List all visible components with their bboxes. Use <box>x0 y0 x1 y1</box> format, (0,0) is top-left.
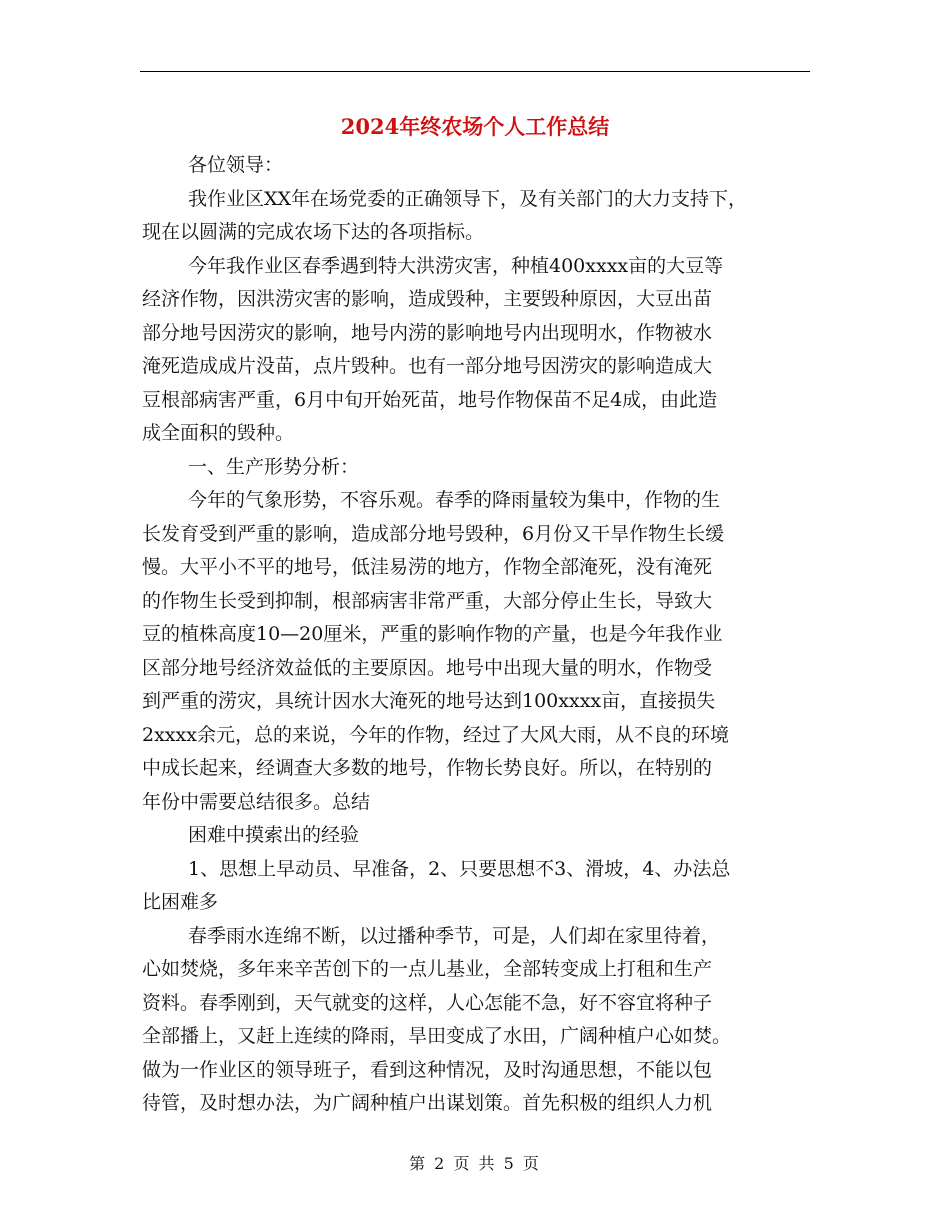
text-line: 的作物生长受到抑制，根部病害非常严重，大部分停止生长，导致大 <box>142 589 713 612</box>
text-line: 今年的气象形势，不容乐观。春季的降雨量较为集中，作物的生 <box>188 489 721 511</box>
text-line: 区部分地号经济效益低的主要原因。地号中出现大量的明水，作物受 <box>142 656 713 679</box>
text-line: 豆的植株高度10—20厘米，严重的影响作物的产量，也是今年我作业 <box>142 623 723 645</box>
text-line: 成全面积的毁种。 <box>142 422 295 444</box>
text-line: 经济作物，因洪涝灾害的影响，造成毁种，主要毁种原因，大豆出苗 <box>142 288 713 310</box>
page-footer: 第 2 页 共 5 页 <box>409 1154 541 1173</box>
header-rule <box>140 71 810 72</box>
document-title: 2024年终农场个人工作总结 <box>340 114 610 139</box>
text-line: 各位领导： <box>188 154 284 176</box>
text-line: 到严重的涝灾，具统计因水大淹死的地号达到100xxxx亩，直接损失 <box>142 690 716 712</box>
text-line: 做为一作业区的领导班子，看到这种情况，及时沟通思想，不能以包 <box>142 1058 713 1081</box>
text-line: 长发育受到严重的影响，造成部分地号毁种，6月份又干旱作物生长缓 <box>142 522 725 545</box>
text-line: 淹死造成成片没苗，点片毁种。也有一部分地号因涝灾的影响造成大 <box>142 355 713 377</box>
text-line: 待管，及时想办法，为广阔种植户出谋划策。首先积极的组织人力机 <box>142 1092 713 1114</box>
text-line: 豆根部病害严重，6月中旬开始死苗，地号作物保苗不足4成，由此造 <box>142 388 718 411</box>
text-line: 1、思想上早动员、早准备，2、只要思想不3、滑坡，4、办法总 <box>188 857 731 880</box>
text-line: 我作业区XX年在场党委的正确领导下，及有关部门的大力支持下， <box>188 187 748 210</box>
text-line: 比困难多 <box>142 891 219 913</box>
text-line: 全部播上，又赶上连续的降雨，旱田变成了水田，广阔种植户心如焚。 <box>142 1025 732 1047</box>
text-line: 春季雨水连绵不断，以过播种季节，可是，人们却在家里待着， <box>188 924 721 947</box>
text-line: 慢。大平小不平的地号，低洼易涝的地方，作物全部淹死，没有淹死 <box>142 556 713 578</box>
text-line: 困难中摸索出的经验 <box>188 824 360 846</box>
text-line: 现在以圆满的完成农场下达的各项指标。 <box>142 221 485 243</box>
text-line: 部分地号因涝灾的影响，地号内涝的影响地号内出现明水，作物被水 <box>142 321 713 344</box>
text-line: 一、生产形势分析： <box>188 455 360 478</box>
text-line: 资料。春季刚到，天气就变的这样，人心怎能不急，好不容宜将种子 <box>142 991 713 1014</box>
document-body <box>142 149 812 1121</box>
text-line: 中成长起来，经调查大多数的地号，作物长势良好。所以，在特别的 <box>142 757 713 779</box>
text-line: 2xxxx余元，总的来说，今年的作物，经过了大风大雨，从不良的环境 <box>142 723 729 746</box>
text-line: 年份中需要总结很多。总结 <box>142 790 371 813</box>
text-line: 心如焚烧，多年来辛苦创下的一点儿基业，全部转变成上打租和生产 <box>142 958 713 980</box>
text-line: 今年我作业区春季遇到特大洪涝灾害，种植400xxxx亩的大豆等 <box>188 254 724 277</box>
